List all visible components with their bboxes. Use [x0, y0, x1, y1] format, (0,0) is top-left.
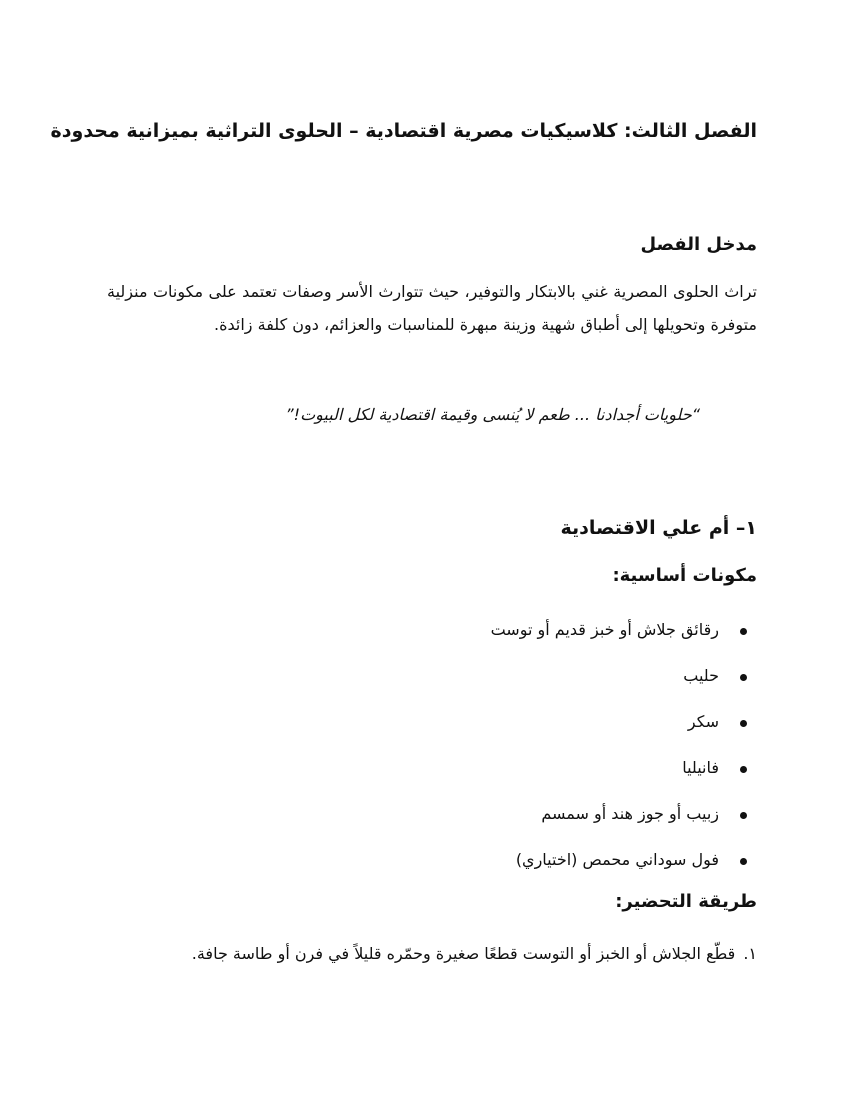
intro-heading: مدخل الفصل: [640, 234, 757, 255]
step-text: قطّع الجلاش أو الخبز أو التوست قطعًا صغيرة وحمّره قليلاً في فرن أو طاسة جافة.: [191, 944, 736, 963]
bullet-icon: [740, 674, 747, 681]
bullet-icon: [740, 766, 747, 773]
method-step: [107, 940, 757, 968]
ingredient-text: رقائق جلاش أو خبز قديم أو توست: [490, 620, 719, 639]
ingredient-text: حليب: [683, 666, 719, 685]
ingredient-text: سكر: [687, 712, 719, 731]
ingredient-item: [107, 658, 757, 704]
ingredient-item: [107, 842, 757, 888]
bullet-icon: [740, 812, 747, 819]
method-heading: طريقة التحضير:: [615, 891, 757, 912]
bullet-icon: [740, 858, 747, 865]
ingredients-list: [107, 612, 757, 888]
ingredient-item: [107, 750, 757, 796]
ingredient-text: فول سوداني محمص (اختياري): [515, 850, 719, 869]
quote: “حلويات أجدادنا ... طعم لا يُنسى وقيمة اقتصادية لكل البيوت!”: [285, 405, 700, 424]
ingredient-item: [107, 704, 757, 750]
recipe-title: ١– أم علي الاقتصادية: [560, 517, 757, 539]
bullet-icon: [740, 720, 747, 727]
step-number: ١.: [743, 944, 757, 963]
ingredient-text: زبيب أو جوز هند أو سمسم: [541, 804, 719, 823]
intro-paragraph: تراث الحلوى المصرية غني بالابتكار والتوفير، حيث تتوارث الأسر وصفات تعتمد على مكونات منزلية متوفرة وتحويلها إلى أطباق شهية وزينة مبهرة للمناسبات والعزائم، دون كلفة زائدة.: [107, 282, 757, 334]
ingredient-item: [107, 796, 757, 842]
bullet-icon: [740, 628, 747, 635]
ingredient-text: فانيليا: [682, 758, 719, 777]
chapter-title: الفصل الثالث: كلاسيكيات مصرية اقتصادية – الحلوى التراثية بميزانية محدودة: [50, 120, 757, 142]
ingredients-heading: مكونات أساسية:: [612, 565, 757, 586]
ingredient-item: [107, 612, 757, 658]
